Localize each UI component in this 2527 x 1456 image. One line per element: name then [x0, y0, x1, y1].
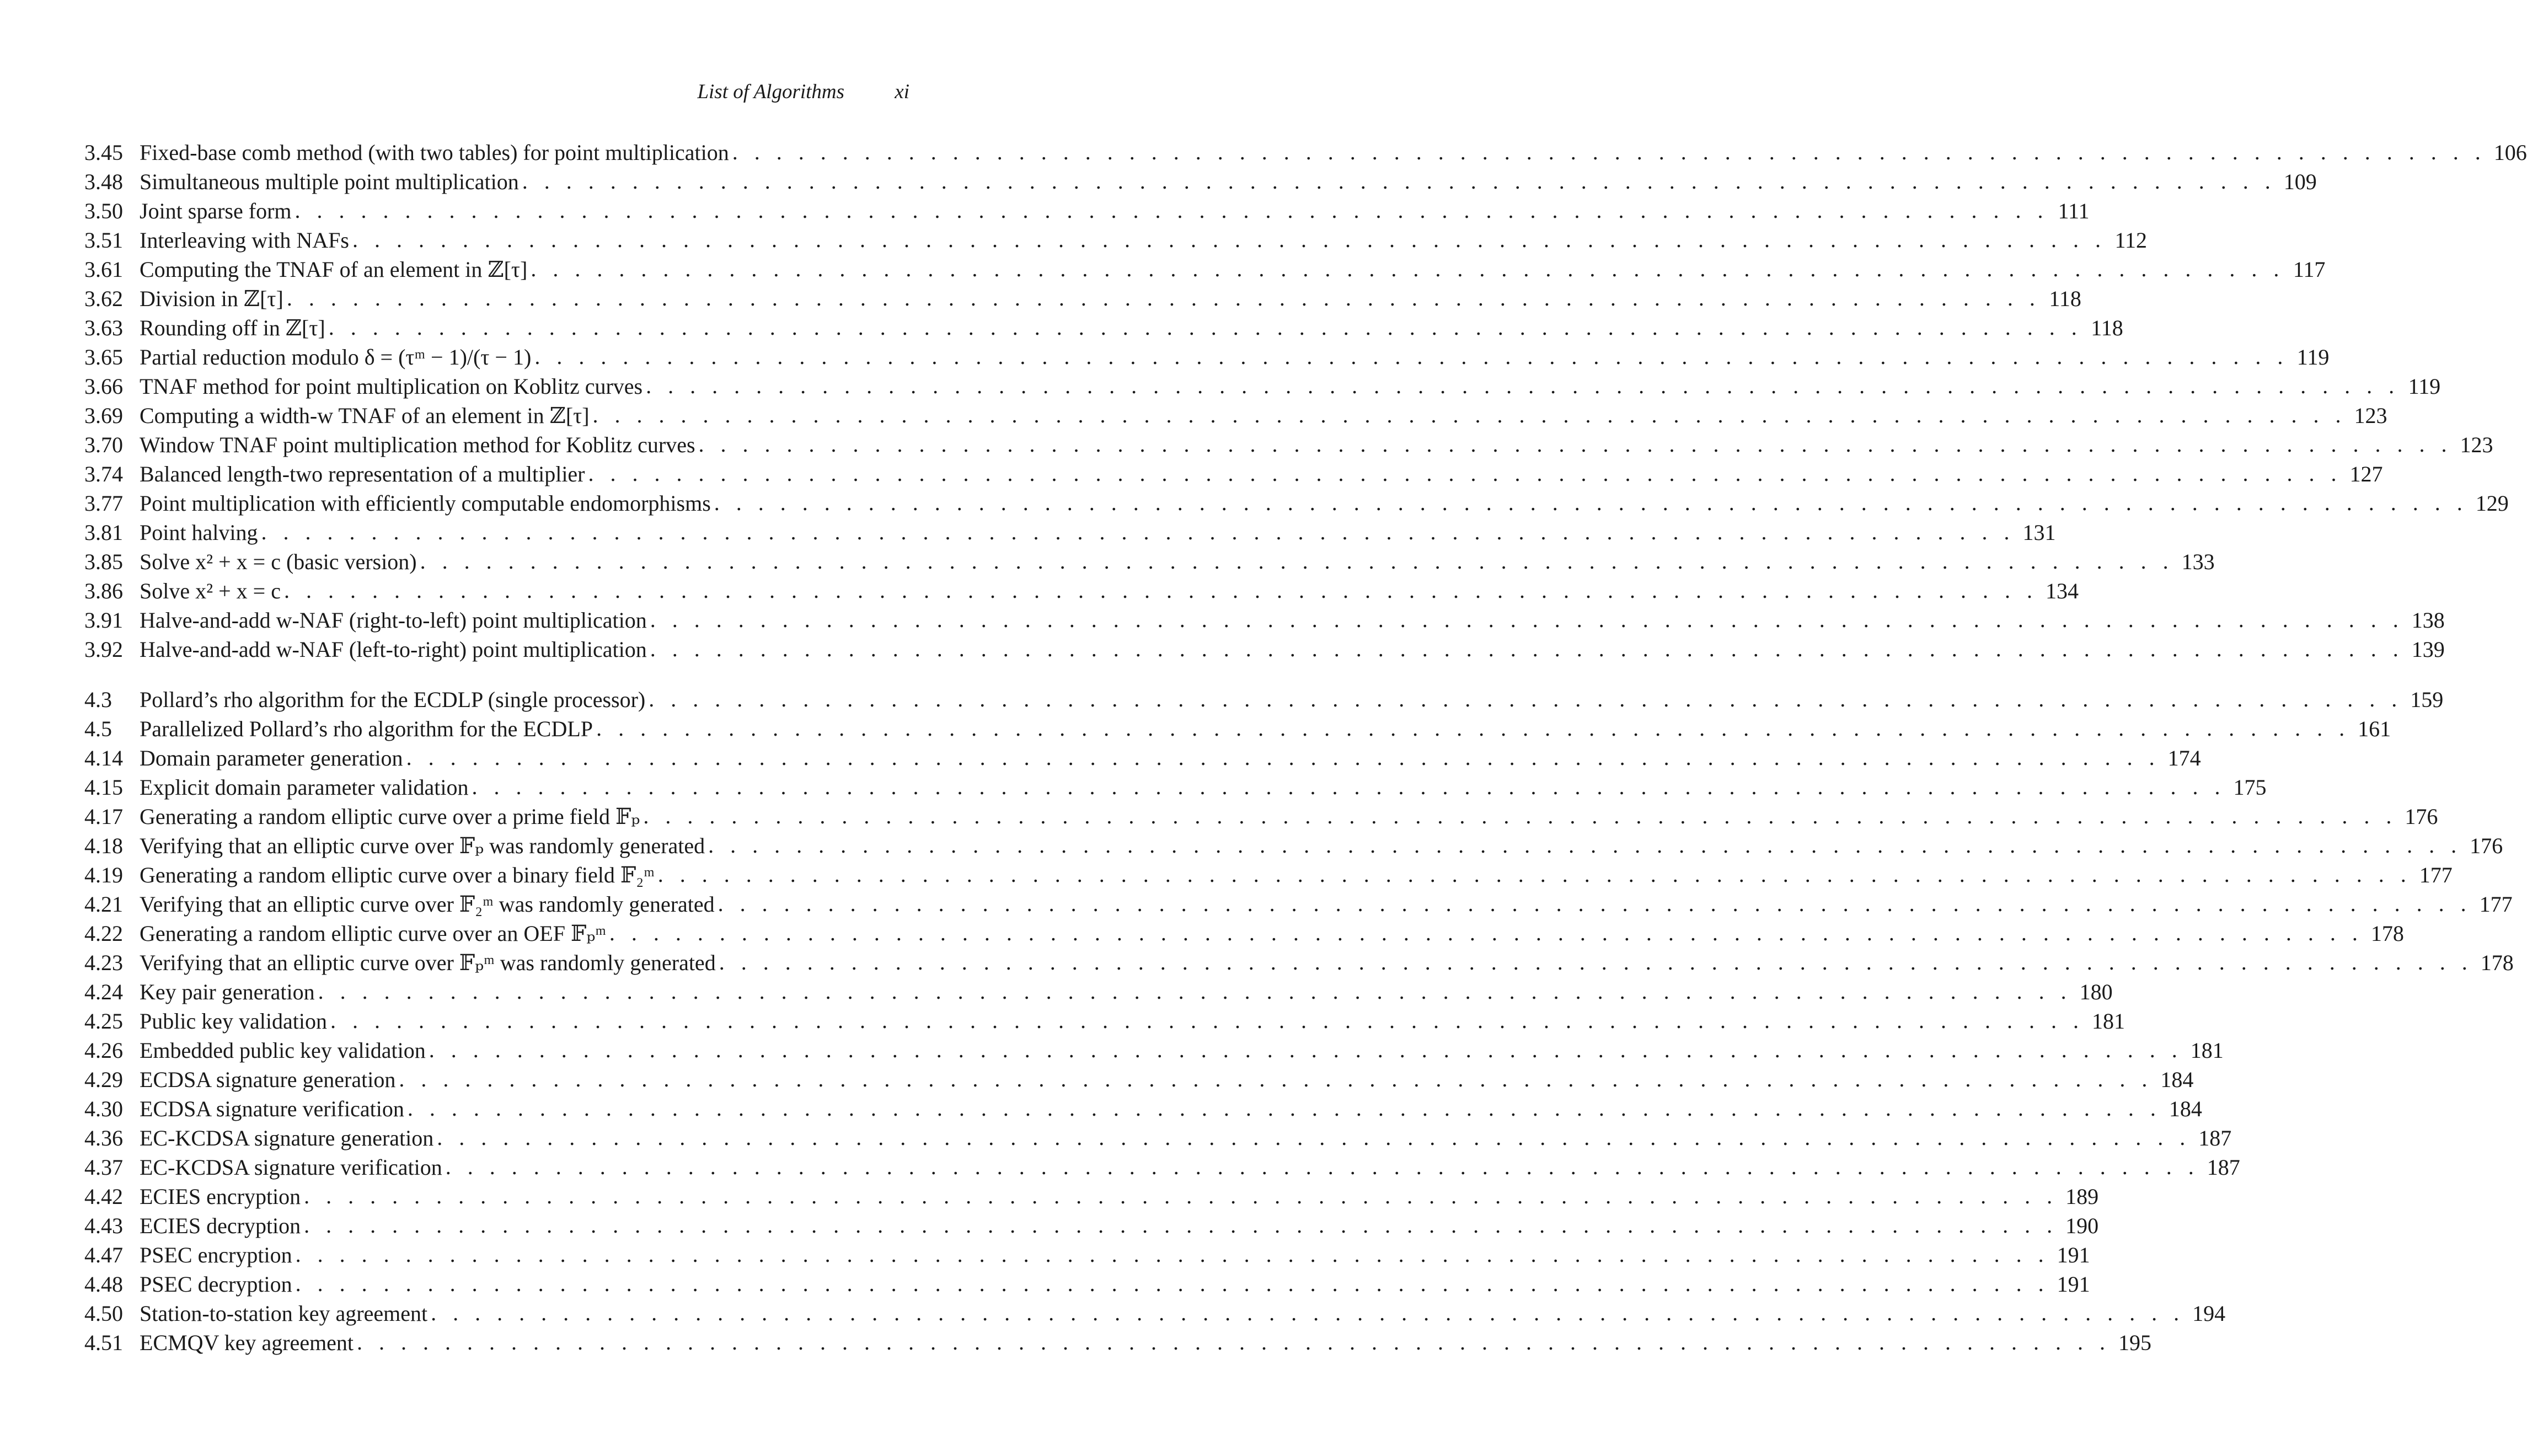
dot-leader — [596, 714, 2350, 743]
page-number: 111 — [2058, 199, 2090, 223]
dot-leader — [732, 137, 2486, 167]
algorithm-number: 3.85 — [84, 549, 123, 574]
running-head-title: List of Algorithms — [697, 81, 845, 103]
algorithm-title: Solve x² + x = c — [140, 579, 281, 603]
page-number: 191 — [2057, 1243, 2090, 1267]
page-number: 176 — [2405, 804, 2438, 829]
dot-leader — [304, 1211, 2058, 1240]
toc-entry[interactable] — [84, 196, 2090, 226]
algorithm-number: 4.30 — [84, 1096, 123, 1121]
page-number: 123 — [2354, 403, 2387, 428]
algorithm-title: Parallelized Pollard’s rho algorithm for the ECDLP — [140, 716, 593, 741]
page-number: 112 — [2114, 228, 2147, 253]
page-number: 118 — [2049, 286, 2081, 311]
page-number: 181 — [2091, 1009, 2125, 1034]
page-number: 187 — [2198, 1126, 2232, 1150]
toc-entry[interactable] — [84, 743, 2201, 773]
dot-leader — [719, 948, 2473, 977]
toc-entry[interactable] — [84, 1299, 2226, 1328]
dot-leader — [399, 1064, 2153, 1094]
algorithm-number: 4.22 — [84, 921, 123, 946]
algorithm-title: Generating a random elliptic curve over an OEF 𝔽ₚᵐ — [140, 921, 606, 946]
algorithm-title: Partial reduction modulo δ = (τᵐ − 1)/(τ − 1) — [140, 345, 532, 370]
page-number: 175 — [2233, 775, 2267, 800]
dot-leader — [522, 167, 2276, 196]
page-number: 184 — [2160, 1067, 2194, 1092]
page-number: 129 — [2475, 491, 2509, 516]
algorithm-number: 4.43 — [84, 1213, 123, 1238]
toc-entry[interactable] — [84, 1065, 2194, 1094]
algorithm-number: 4.3 — [84, 687, 112, 712]
toc-entry[interactable] — [84, 773, 2267, 802]
algorithm-title: Pollard’s rho algorithm for the ECDLP (single processor) — [140, 687, 646, 712]
page-number: 195 — [2118, 1330, 2152, 1355]
algorithm-title: Fixed-base comb method (with two tables) for point multiplication — [140, 140, 729, 165]
toc-entry[interactable] — [84, 1094, 2202, 1123]
algorithm-title: Verifying that an elliptic curve over 𝔽ₚᵐ was randomly generated — [140, 950, 716, 975]
page-number: 117 — [2293, 257, 2326, 282]
page-number: 119 — [2296, 345, 2330, 370]
algorithm-number: 3.45 — [84, 140, 123, 165]
toc-entry[interactable] — [84, 313, 2123, 342]
algorithm-title: Verifying that an elliptic curve over 𝔽₂ᵐ was randomly generated — [140, 892, 715, 917]
algorithm-number: 3.70 — [84, 432, 123, 457]
dot-leader — [658, 860, 2412, 889]
algorithm-title: ECDSA signature verification — [140, 1096, 404, 1121]
algorithm-number: 4.17 — [84, 804, 123, 829]
page-number: 127 — [2349, 462, 2383, 486]
toc-entry[interactable] — [84, 1328, 2152, 1357]
page-number: 159 — [2410, 687, 2444, 712]
toc-entry[interactable] — [84, 860, 2453, 890]
dot-leader — [318, 977, 2072, 1006]
algorithm-number: 4.25 — [84, 1009, 123, 1034]
algorithm-title: Rounding off in ℤ[τ] — [140, 315, 325, 340]
algorithm-title: Interleaving with NAFs — [140, 228, 349, 253]
algorithm-number: 4.47 — [84, 1243, 123, 1267]
toc-entry[interactable] — [84, 459, 2383, 489]
algorithm-title: Generating a random elliptic curve over a prime field 𝔽ₚ — [140, 804, 640, 829]
dot-leader — [446, 1152, 2199, 1181]
algorithm-title: Balanced length-two representation of a multiplier — [140, 462, 585, 486]
algorithm-number: 3.65 — [84, 345, 123, 370]
algorithm-number: 4.48 — [84, 1272, 123, 1297]
algorithm-number: 3.50 — [84, 199, 123, 223]
page-number: 190 — [2065, 1213, 2099, 1238]
algorithm-number: 3.74 — [84, 462, 123, 486]
toc-entry[interactable] — [84, 372, 2441, 401]
toc-entry[interactable] — [84, 685, 2444, 714]
algorithm-number: 3.66 — [84, 374, 123, 399]
dot-leader — [330, 1006, 2084, 1035]
toc-entry[interactable] — [84, 1007, 2125, 1036]
algorithm-number: 4.19 — [84, 863, 123, 887]
page-number: 131 — [2022, 520, 2056, 545]
dot-leader — [588, 459, 2342, 488]
dot-leader — [646, 371, 2400, 400]
algorithm-number: 3.86 — [84, 579, 123, 603]
toc-entry[interactable] — [84, 802, 2438, 831]
dot-leader — [261, 517, 2015, 547]
toc-entry[interactable] — [84, 167, 2317, 196]
toc-entry[interactable] — [84, 714, 2391, 743]
toc-entry[interactable] — [84, 606, 2445, 635]
algorithm-title: EC-KCDSA signature generation — [140, 1126, 434, 1150]
dot-leader — [643, 801, 2397, 831]
algorithm-number: 4.29 — [84, 1067, 123, 1092]
running-head — [697, 79, 909, 105]
toc-entry[interactable] — [84, 1036, 2224, 1065]
toc-entry[interactable] — [84, 342, 2330, 372]
toc-entry[interactable] — [84, 635, 2445, 664]
dot-leader — [406, 743, 2160, 772]
list-of-algorithms — [84, 138, 2527, 1357]
algorithm-title: Computing a width-w TNAF of an element in ℤ[τ] — [140, 403, 590, 428]
toc-entry[interactable] — [84, 576, 2079, 606]
toc-entry[interactable] — [84, 518, 2056, 547]
dot-leader — [429, 1035, 2183, 1064]
toc-entry[interactable] — [84, 255, 2326, 284]
toc-entry[interactable] — [84, 401, 2387, 430]
toc-entry[interactable] — [84, 1153, 2240, 1182]
toc-section — [84, 685, 2514, 1357]
algorithm-number: 3.48 — [84, 169, 123, 194]
dot-leader — [408, 1094, 2161, 1123]
dot-leader — [650, 605, 2404, 634]
page-number: 109 — [2283, 169, 2317, 194]
toc-entry[interactable] — [84, 284, 2081, 313]
algorithm-number: 4.15 — [84, 775, 123, 800]
toc-entry[interactable] — [84, 890, 2513, 919]
page-number: 134 — [2045, 579, 2079, 603]
page-number: 176 — [2470, 833, 2503, 858]
dot-leader — [304, 1181, 2058, 1211]
dot-leader — [531, 254, 2284, 283]
dot-leader — [534, 342, 2288, 371]
page-number: 133 — [2181, 549, 2215, 574]
page-number: 178 — [2480, 950, 2514, 975]
dot-leader — [296, 1269, 2049, 1298]
algorithm-number: 3.63 — [84, 315, 123, 340]
toc-section — [84, 138, 2527, 664]
algorithm-title: Solve x² + x = c (basic version) — [140, 549, 417, 574]
dot-leader — [329, 313, 2082, 342]
algorithm-title: TNAF method for point multiplication on Koblitz curves — [140, 374, 643, 399]
algorithm-number: 3.62 — [84, 286, 123, 311]
algorithm-number: 4.42 — [84, 1184, 123, 1209]
dot-leader — [708, 831, 2462, 860]
algorithm-number: 4.18 — [84, 833, 123, 858]
dot-leader — [650, 634, 2404, 663]
page-number: 118 — [2091, 315, 2123, 340]
algorithm-title: ECIES encryption — [140, 1184, 301, 1209]
page-number: 123 — [2460, 432, 2493, 457]
dot-leader — [296, 1240, 2049, 1269]
page-number: 139 — [2411, 637, 2445, 662]
dot-leader — [609, 918, 2363, 948]
algorithm-title: Halve-and-add w-NAF (left-to-right) point multiplication — [140, 637, 647, 662]
algorithm-title: Generating a random elliptic curve over a binary field 𝔽₂ᵐ — [140, 863, 655, 887]
toc-entry[interactable] — [84, 1123, 2232, 1153]
toc-entry[interactable] — [84, 1182, 2099, 1211]
page-number: 178 — [2370, 921, 2404, 946]
page-number: 181 — [2190, 1038, 2224, 1063]
toc-entry[interactable] — [84, 1270, 2090, 1299]
dot-leader — [295, 196, 2049, 225]
algorithm-title: Station-to-station key agreement — [140, 1301, 428, 1326]
algorithm-number: 4.23 — [84, 950, 123, 975]
algorithm-title: Point halving — [140, 520, 258, 545]
dot-leader — [287, 283, 2041, 313]
page-number: 191 — [2057, 1272, 2090, 1297]
page-number: 189 — [2065, 1184, 2099, 1209]
algorithm-number: 4.5 — [84, 716, 112, 741]
dot-leader — [718, 889, 2472, 918]
page-number: 174 — [2167, 746, 2201, 770]
algorithm-title: Division in ℤ[τ] — [140, 286, 283, 311]
algorithm-title: Window TNAF point multiplication method for Koblitz curves — [140, 432, 695, 457]
algorithm-number: 4.26 — [84, 1038, 123, 1063]
algorithm-title: Verifying that an elliptic curve over 𝔽ₚ was randomly generated — [140, 833, 705, 858]
algorithm-title: ECMQV key agreement — [140, 1330, 354, 1355]
algorithm-title: Point multiplication with efficiently computable endomorphisms — [140, 491, 711, 516]
toc-entry[interactable] — [84, 547, 2215, 576]
algorithm-title: Public key validation — [140, 1009, 327, 1034]
algorithm-number: 3.69 — [84, 403, 123, 428]
page-number: 180 — [2079, 979, 2113, 1004]
dot-leader — [699, 430, 2453, 459]
page-number: 184 — [2169, 1096, 2202, 1121]
dot-leader — [284, 576, 2038, 605]
dot-leader — [431, 1298, 2185, 1327]
algorithm-title: Embedded public key validation — [140, 1038, 426, 1063]
algorithm-title: Joint sparse form — [140, 199, 292, 223]
running-head-page-number: xi — [895, 81, 909, 103]
algorithm-title: Key pair generation — [140, 979, 315, 1004]
algorithm-title: PSEC decryption — [140, 1272, 292, 1297]
page-number: 138 — [2411, 608, 2445, 633]
dot-leader — [352, 225, 2106, 254]
algorithm-title: Domain parameter generation — [140, 746, 403, 770]
algorithm-title: ECDSA signature generation — [140, 1067, 396, 1092]
algorithm-title: EC-KCDSA signature verification — [140, 1155, 442, 1180]
dot-leader — [437, 1123, 2191, 1152]
algorithm-title: Explicit domain parameter validation — [140, 775, 469, 800]
algorithm-number: 3.51 — [84, 228, 123, 253]
algorithm-number: 4.37 — [84, 1155, 123, 1180]
toc-entry[interactable] — [84, 977, 2113, 1007]
algorithm-number: 3.91 — [84, 608, 123, 633]
toc-entry[interactable] — [84, 919, 2404, 948]
algorithm-title: Halve-and-add w-NAF (right-to-left) point multiplication — [140, 608, 647, 633]
dot-leader — [357, 1327, 2111, 1357]
toc-entry[interactable] — [84, 1211, 2099, 1240]
toc-entry[interactable] — [84, 489, 2509, 518]
page-number: 194 — [2192, 1301, 2226, 1326]
algorithm-number: 3.92 — [84, 637, 123, 662]
toc-entry[interactable] — [84, 430, 2493, 459]
page-number: 106 — [2493, 140, 2527, 165]
algorithm-number: 3.81 — [84, 520, 123, 545]
dot-leader — [714, 488, 2468, 517]
toc-entry[interactable] — [84, 1240, 2090, 1270]
dot-leader — [472, 772, 2225, 801]
algorithm-title: Computing the TNAF of an element in ℤ[τ] — [140, 257, 528, 282]
dot-leader — [593, 400, 2347, 430]
page-number: 187 — [2207, 1155, 2240, 1180]
algorithm-number: 4.14 — [84, 746, 123, 770]
algorithm-number: 4.51 — [84, 1330, 123, 1355]
algorithm-title: PSEC encryption — [140, 1243, 292, 1267]
algorithm-number: 3.77 — [84, 491, 123, 516]
dot-leader — [649, 684, 2402, 714]
toc-entry[interactable] — [84, 226, 2147, 255]
page-number: 177 — [2479, 892, 2513, 917]
algorithm-title: ECIES decryption — [140, 1213, 301, 1238]
algorithm-number: 4.21 — [84, 892, 123, 917]
dot-leader — [420, 547, 2174, 576]
toc-entry[interactable] — [84, 831, 2503, 860]
algorithm-number: 4.24 — [84, 979, 123, 1004]
page-number: 161 — [2358, 716, 2391, 741]
toc-entry[interactable] — [84, 138, 2527, 167]
algorithm-title: Simultaneous multiple point multiplication — [140, 169, 519, 194]
toc-entry[interactable] — [84, 948, 2514, 977]
algorithm-number: 4.50 — [84, 1301, 123, 1326]
algorithm-number: 4.36 — [84, 1126, 123, 1150]
page-number: 177 — [2419, 863, 2453, 887]
page-number: 119 — [2408, 374, 2441, 399]
algorithm-number: 3.61 — [84, 257, 123, 282]
